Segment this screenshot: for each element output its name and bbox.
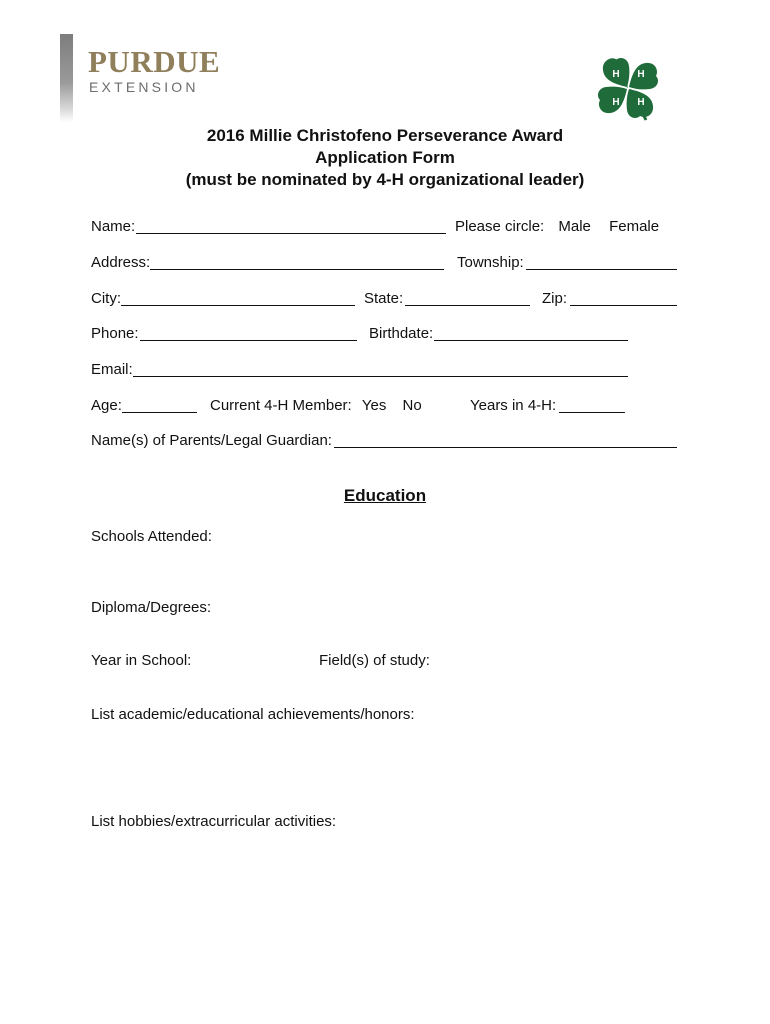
email-field[interactable] — [133, 376, 628, 377]
clover-letter: H — [637, 69, 645, 80]
state-field[interactable] — [405, 305, 530, 306]
city-field[interactable] — [121, 305, 355, 306]
age-field[interactable] — [122, 412, 197, 413]
age-label: Age: — [91, 397, 122, 414]
diploma-label: Diploma/Degrees: — [91, 599, 212, 616]
zip-label: Zip: — [542, 290, 568, 307]
schools-attended-label: Schools Attended: — [91, 528, 212, 545]
form-subtitle: Application Form — [315, 148, 455, 167]
years-in-4h-label: Years in 4-H: — [470, 397, 557, 414]
name-row — [91, 219, 135, 234]
female-option[interactable]: Female — [609, 218, 660, 235]
education-heading: Education — [343, 486, 427, 505]
four-h-clover-icon — [594, 54, 662, 122]
purdue-wordmark: PURDUE — [88, 44, 221, 79]
phone-field[interactable] — [140, 340, 357, 341]
name-label: Name: — [91, 218, 136, 235]
member-yes-option[interactable]: Yes — [361, 397, 387, 414]
name-field[interactable] — [136, 233, 446, 234]
years-in-4h-field[interactable] — [559, 412, 625, 413]
phone-label: Phone: — [91, 325, 139, 342]
parents-label: Name(s) of Parents/Legal Guardian: — [91, 432, 332, 449]
male-option[interactable]: Male — [558, 218, 591, 235]
clover-letter: H — [637, 97, 645, 108]
current-member-label: Current 4-H Member: — [210, 397, 352, 414]
email-label: Email: — [91, 361, 133, 378]
hobbies-label: List hobbies/extracurricular activities: — [91, 813, 337, 830]
form-title: 2016 Millie Christofeno Perseverance Award — [206, 126, 564, 145]
state-label: State: — [364, 290, 404, 307]
township-field[interactable] — [526, 269, 677, 270]
please-circle-label: Please circle: — [455, 218, 545, 235]
address-label: Address: — [91, 254, 151, 271]
birthdate-label: Birthdate: — [369, 325, 434, 342]
form-nomination-note: (must be nominated by 4-H organizational leader) — [185, 170, 585, 189]
address-field[interactable] — [150, 269, 444, 270]
member-group — [210, 398, 422, 413]
clover-letter: H — [612, 97, 620, 108]
field-of-study-label: Field(s) of study: — [319, 652, 430, 669]
year-in-school-label: Year in School: — [91, 652, 192, 669]
birthdate-field[interactable] — [434, 340, 628, 341]
achievements-label: List academic/educational achievements/honors: — [91, 706, 415, 723]
member-no-option[interactable]: No — [402, 397, 422, 414]
gender-group — [455, 219, 659, 234]
township-label: Township: — [457, 254, 524, 271]
clover-letter: H — [612, 69, 620, 80]
city-label: City: — [91, 290, 121, 307]
extension-wordmark: EXTENSION — [89, 79, 199, 95]
parents-field[interactable] — [334, 447, 677, 448]
zip-field[interactable] — [570, 305, 677, 306]
logo-bar — [60, 34, 73, 122]
